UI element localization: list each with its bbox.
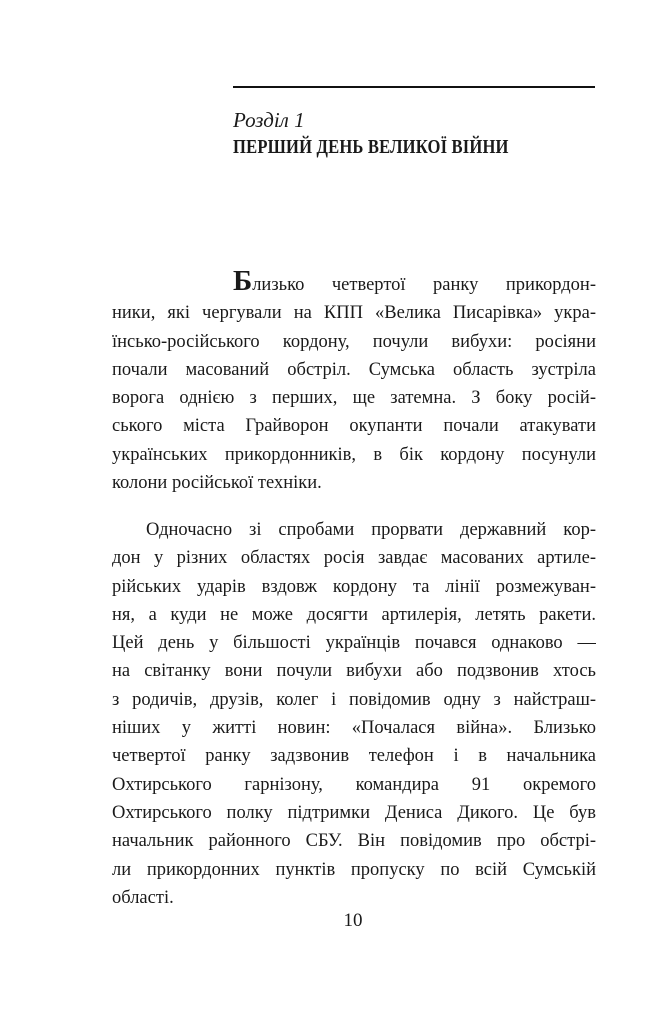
text-line: ли прикордонних пунктів пропуску по всій Сумській xyxy=(112,859,596,880)
chapter-title: ПЕРШИЙ ДЕНЬ ВЕЛИКОЇ ВІЙНИ xyxy=(233,136,509,158)
chapter-top-rule xyxy=(233,86,595,88)
text-line: Охтирського гарнізону, командира 91 окремого xyxy=(112,774,596,795)
paragraph-2 xyxy=(112,516,596,912)
text-line: почали масований обстріл. Сумська область зустріла xyxy=(112,359,596,380)
text-line: ня, а куди не може досягти артилерія, летять ракети. xyxy=(112,604,596,625)
text-line: рійських ударів вздовж кордону та лінії розмежуван- xyxy=(112,576,596,597)
text-line: з родичів, друзів, колег і повідомив одну з найстраш- xyxy=(112,689,596,710)
text-line: Близько четвертої ранку прикордон- xyxy=(112,271,596,299)
text-line: начальник районного СБУ. Він повідомив про обстрі- xyxy=(112,831,596,852)
text-line: ського міста Грайворон окупанти почали атакувати xyxy=(112,416,596,437)
text-line: ніших у житті новин: «Почалася війна». Близько xyxy=(112,718,596,739)
text-line: області. xyxy=(112,887,174,908)
chapter-label: Розділ 1 xyxy=(233,108,305,132)
text-line: четвертої ранку задзвонив телефон і в начальника xyxy=(112,746,596,767)
text-line: ворога однією з перших, ще затемна. З боку росій- xyxy=(112,388,596,409)
text-line: Одночасно зі спробами прорвати державний кор- xyxy=(146,520,596,540)
drop-cap: Б xyxy=(233,271,253,297)
page-number: 10 xyxy=(343,910,363,931)
paragraph-1 xyxy=(112,271,596,497)
text-line: їнсько-російського кордону, почули вибухи: росіяни xyxy=(112,331,596,352)
text-line: колони російської техніки. xyxy=(112,473,322,494)
text-line: дон у різних областях росія завдає масованих артиле- xyxy=(112,548,596,569)
text-line: українських прикордонників, в бік кордону посунули xyxy=(112,444,596,465)
text-line: ники, які чергували на КПП «Велика Писарівка» укра- xyxy=(112,303,596,324)
text-line: Цей день у більшості українців почався однаково — xyxy=(112,633,596,654)
text-line: на світанку вони почули вибухи або подзвонив хтось xyxy=(112,661,596,682)
text-line: Охтирського полку підтримки Дениса Дикого. Це був xyxy=(112,802,596,823)
